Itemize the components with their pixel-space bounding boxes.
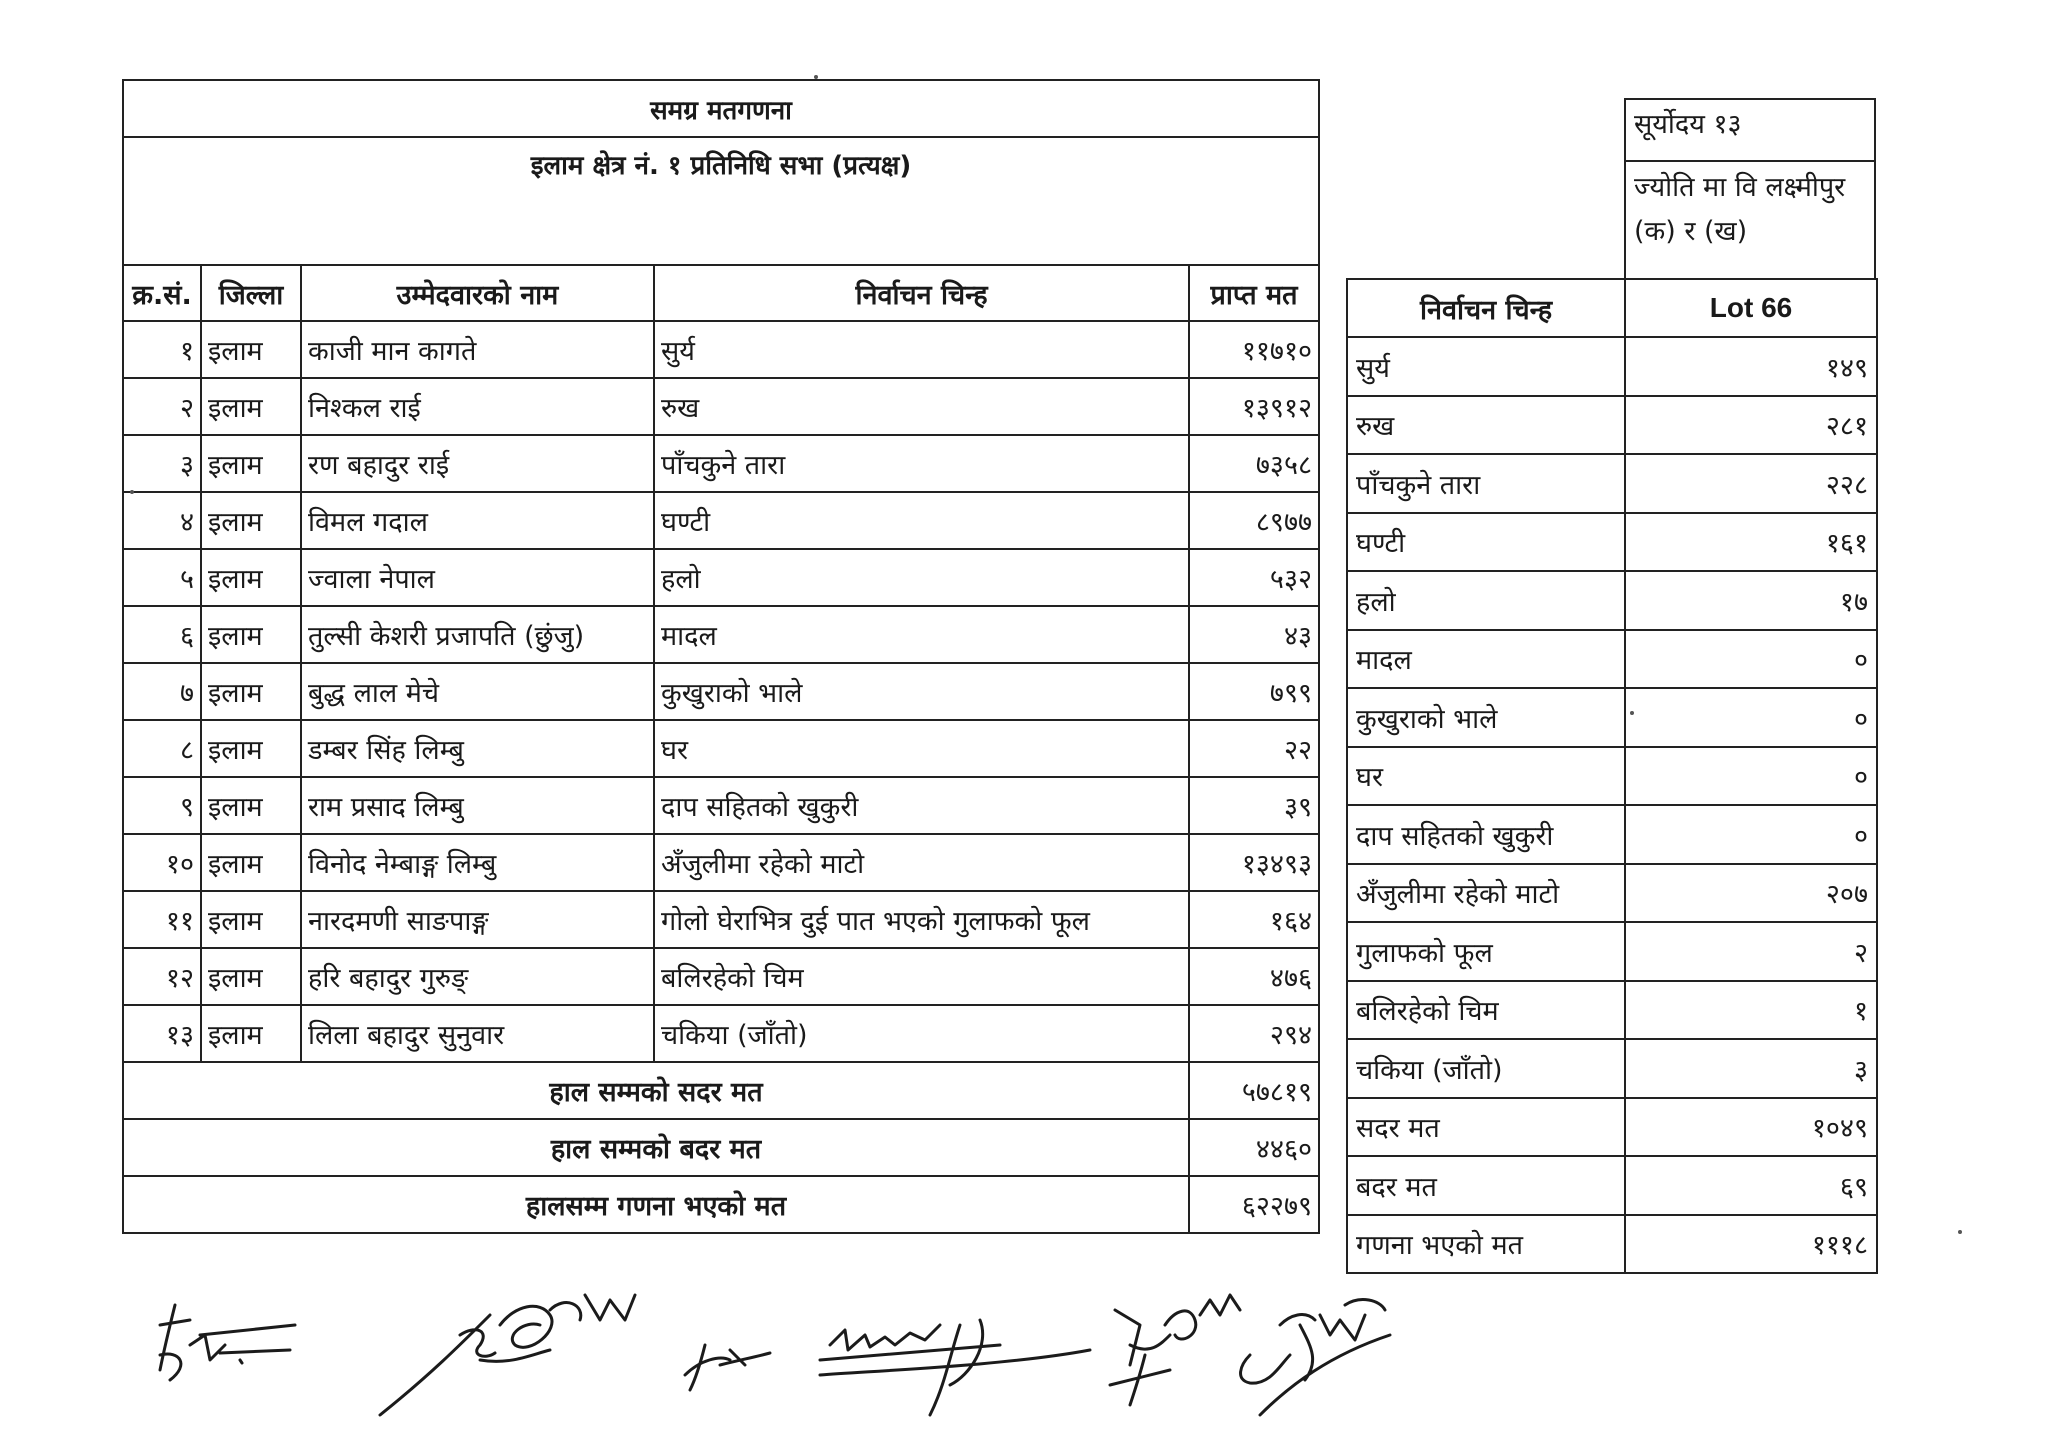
side-row-symbol: पाँचकुने तारा xyxy=(1347,454,1625,513)
polling-centre-header xyxy=(1624,98,1876,280)
row-serial: २ xyxy=(123,378,201,435)
side-total-label: सदर मत xyxy=(1347,1098,1625,1157)
side-row-symbol: बलिरहेको चिम xyxy=(1347,981,1625,1040)
row-candidate: हरि बहादुर गुरुङ् xyxy=(301,948,654,1005)
signatures-drawing xyxy=(130,1265,1530,1445)
side-row-symbol: कुखुराको भाले xyxy=(1347,688,1625,747)
row-symbol: गोलो घेराभित्र दुई पात भएको गुलाफको फूल xyxy=(654,891,1189,948)
row-serial: ६ xyxy=(123,606,201,663)
row-symbol: घण्टी xyxy=(654,492,1189,549)
table-row xyxy=(123,549,1319,606)
row-serial: १३ xyxy=(123,1005,201,1062)
lot-count-table xyxy=(1346,278,1878,1274)
side-row-votes: २८१ xyxy=(1625,396,1877,455)
signature-4 xyxy=(820,1320,1090,1415)
table-row xyxy=(123,606,1319,663)
row-district: इलाम xyxy=(201,606,301,663)
row-candidate: डम्बर सिंह लिम्बु xyxy=(301,720,654,777)
row-serial: १० xyxy=(123,834,201,891)
side-row-symbol: रुख xyxy=(1347,396,1625,455)
scan-speck xyxy=(1630,711,1634,715)
side-total-value: ६९ xyxy=(1625,1156,1877,1215)
row-symbol: घर xyxy=(654,720,1189,777)
total-value: ५७८१९ xyxy=(1189,1062,1319,1119)
row-serial: ११ xyxy=(123,891,201,948)
header-serial: क्र.सं. xyxy=(123,265,201,321)
row-district: इलाम xyxy=(201,891,301,948)
row-candidate: विनोद नेम्बाङ्ग लिम्बु xyxy=(301,834,654,891)
row-symbol: रुख xyxy=(654,378,1189,435)
row-symbol: हलो xyxy=(654,549,1189,606)
side-row xyxy=(1347,1039,1877,1098)
row-candidate: रण बहादुर राई xyxy=(301,435,654,492)
table-row xyxy=(123,1005,1319,1062)
side-row xyxy=(1347,513,1877,572)
side-row-symbol: घण्टी xyxy=(1347,513,1625,572)
side-row-symbol: घर xyxy=(1347,747,1625,806)
row-votes: २२ xyxy=(1189,720,1319,777)
row-symbol: दाप सहितको खुकुरी xyxy=(654,777,1189,834)
total-label: हालसम्म गणना भएको मत xyxy=(123,1176,1189,1233)
side-row-votes: १४९ xyxy=(1625,337,1877,396)
side-row-symbol: अँजुलीमा रहेको माटो xyxy=(1347,864,1625,923)
header-district: जिल्ला xyxy=(201,265,301,321)
table-row xyxy=(123,948,1319,1005)
total-value: ४४६० xyxy=(1189,1119,1319,1176)
header-row xyxy=(123,265,1319,321)
side-total-value: १११८ xyxy=(1625,1215,1877,1274)
signature-2 xyxy=(380,1295,635,1415)
row-candidate: तुल्सी केशरी प्रजापति (छुंजु) xyxy=(301,606,654,663)
row-serial: ९ xyxy=(123,777,201,834)
side-row xyxy=(1347,981,1877,1040)
side-row xyxy=(1347,630,1877,689)
table-title-row xyxy=(123,80,1319,137)
side-row-symbol: सुर्य xyxy=(1347,337,1625,396)
row-district: इलाम xyxy=(201,663,301,720)
side-header-lot: Lot 66 xyxy=(1625,279,1877,337)
side-row-votes: ० xyxy=(1625,630,1877,689)
row-district: इलाम xyxy=(201,720,301,777)
row-symbol: अँजुलीमा रहेको माटो xyxy=(654,834,1189,891)
side-row-votes: ० xyxy=(1625,688,1877,747)
table-title: समग्र मतगणना xyxy=(123,80,1319,137)
side-row xyxy=(1347,922,1877,981)
side-row-votes: १७ xyxy=(1625,571,1877,630)
row-district: इलाम xyxy=(201,321,301,378)
row-symbol: बलिरहेको चिम xyxy=(654,948,1189,1005)
table-row xyxy=(123,435,1319,492)
row-district: इलाम xyxy=(201,492,301,549)
side-total-row xyxy=(1347,1156,1877,1215)
signature-6 xyxy=(1241,1300,1390,1415)
row-votes: ७९९ xyxy=(1189,663,1319,720)
side-total-label: बदर मत xyxy=(1347,1156,1625,1215)
row-votes: ५३२ xyxy=(1189,549,1319,606)
row-serial: १ xyxy=(123,321,201,378)
row-candidate: राम प्रसाद लिम्बु xyxy=(301,777,654,834)
row-symbol: सुर्य xyxy=(654,321,1189,378)
row-candidate: ज्वाला नेपाल xyxy=(301,549,654,606)
row-symbol: पाँचकुने तारा xyxy=(654,435,1189,492)
table-row xyxy=(123,891,1319,948)
row-serial: १२ xyxy=(123,948,201,1005)
table-row xyxy=(123,834,1319,891)
side-row-symbol: दाप सहितको खुकुरी xyxy=(1347,805,1625,864)
row-candidate: लिला बहादुर सुनुवार xyxy=(301,1005,654,1062)
side-row-symbol: गुलाफको फूल xyxy=(1347,922,1625,981)
row-votes: ८९७७ xyxy=(1189,492,1319,549)
side-row-symbol: चकिया (जाँतो) xyxy=(1347,1039,1625,1098)
side-total-label: गणना भएको मत xyxy=(1347,1215,1625,1274)
side-row-votes: १ xyxy=(1625,981,1877,1040)
side-row-votes: २०७ xyxy=(1625,864,1877,923)
total-row xyxy=(123,1119,1319,1176)
overall-count-table xyxy=(122,79,1320,1234)
row-votes: ४३ xyxy=(1189,606,1319,663)
side-row xyxy=(1347,864,1877,923)
constituency-title: इलाम क्षेत्र नं. १ प्रतिनिधि सभा (प्रत्यक्ष) xyxy=(123,137,1319,265)
row-votes: ४७६ xyxy=(1189,948,1319,1005)
candidate-rows xyxy=(123,321,1319,1062)
row-candidate: बुद्ध लाल मेचे xyxy=(301,663,654,720)
row-district: इलाम xyxy=(201,435,301,492)
side-row xyxy=(1347,454,1877,513)
row-votes: २९४ xyxy=(1189,1005,1319,1062)
row-serial: ५ xyxy=(123,549,201,606)
scan-speck xyxy=(1958,1230,1962,1234)
row-symbol: चकिया (जाँतो) xyxy=(654,1005,1189,1062)
total-rows xyxy=(123,1062,1319,1233)
table-subtitle-row xyxy=(123,137,1319,265)
side-row-votes: ० xyxy=(1625,805,1877,864)
table-row xyxy=(123,663,1319,720)
scan-speck xyxy=(130,490,134,494)
side-row-votes: ३ xyxy=(1625,1039,1877,1098)
row-votes: १३९१२ xyxy=(1189,378,1319,435)
side-row xyxy=(1347,688,1877,747)
signature-3 xyxy=(685,1345,770,1390)
row-district: इलाम xyxy=(201,378,301,435)
side-row xyxy=(1347,571,1877,630)
row-votes: १६४ xyxy=(1189,891,1319,948)
header-votes: प्राप्त मत xyxy=(1189,265,1319,321)
total-row xyxy=(123,1176,1319,1233)
side-row xyxy=(1347,396,1877,455)
row-votes: ७३५८ xyxy=(1189,435,1319,492)
side-total-value: १०४९ xyxy=(1625,1098,1877,1157)
side-row-votes: २२८ xyxy=(1625,454,1877,513)
total-label: हाल सम्मको सदर मत xyxy=(123,1062,1189,1119)
side-row-votes: २ xyxy=(1625,922,1877,981)
side-header-symbol: निर्वाचन चिन्ह xyxy=(1347,279,1625,337)
side-row xyxy=(1347,805,1877,864)
table-row xyxy=(123,492,1319,549)
total-row xyxy=(123,1062,1319,1119)
row-district: इलाम xyxy=(201,549,301,606)
row-symbol: मादल xyxy=(654,606,1189,663)
table-row xyxy=(123,777,1319,834)
row-serial: ४ xyxy=(123,492,201,549)
row-district: इलाम xyxy=(201,777,301,834)
row-candidate: काजी मान कागते xyxy=(301,321,654,378)
signature-area xyxy=(130,1265,1530,1445)
row-serial: ३ xyxy=(123,435,201,492)
row-votes: ३९ xyxy=(1189,777,1319,834)
row-votes: ११७१० xyxy=(1189,321,1319,378)
header-symbol: निर्वाचन चिन्ह xyxy=(654,265,1189,321)
row-candidate: विमल गदाल xyxy=(301,492,654,549)
side-row xyxy=(1347,747,1877,806)
header-candidate: उम्मेदवारको नाम xyxy=(301,265,654,321)
row-candidate: निश्कल राई xyxy=(301,378,654,435)
row-serial: ८ xyxy=(123,720,201,777)
side-total-row xyxy=(1347,1098,1877,1157)
row-district: इलाम xyxy=(201,1005,301,1062)
row-district: इलाम xyxy=(201,948,301,1005)
total-value: ६२२७९ xyxy=(1189,1176,1319,1233)
side-row xyxy=(1347,337,1877,396)
side-row-symbol: मादल xyxy=(1347,630,1625,689)
side-row-votes: ० xyxy=(1625,747,1877,806)
row-candidate: नारदमणी साङपाङ्ग xyxy=(301,891,654,948)
row-symbol: कुखुराको भाले xyxy=(654,663,1189,720)
table-row xyxy=(123,720,1319,777)
side-rows xyxy=(1347,337,1877,1098)
total-label: हाल सम्मको बदर मत xyxy=(123,1119,1189,1176)
scan-speck xyxy=(814,75,818,79)
signature-5 xyxy=(1110,1295,1240,1405)
school-name xyxy=(1625,161,1875,279)
side-total-rows xyxy=(1347,1098,1877,1274)
school-name-line1: ज्योति मा वि लक्ष्मीपुर xyxy=(1634,172,1846,203)
school-name-line2: (क) र (ख) xyxy=(1634,216,1748,247)
centre-label: सूर्योदय १३ xyxy=(1625,99,1875,161)
row-serial: ७ xyxy=(123,663,201,720)
side-header-row xyxy=(1347,279,1877,337)
table-row xyxy=(123,378,1319,435)
side-row-symbol: हलो xyxy=(1347,571,1625,630)
signature-1 xyxy=(160,1305,295,1380)
side-row-votes: १६१ xyxy=(1625,513,1877,572)
row-district: इलाम xyxy=(201,834,301,891)
row-votes: १३४९३ xyxy=(1189,834,1319,891)
table-row xyxy=(123,321,1319,378)
